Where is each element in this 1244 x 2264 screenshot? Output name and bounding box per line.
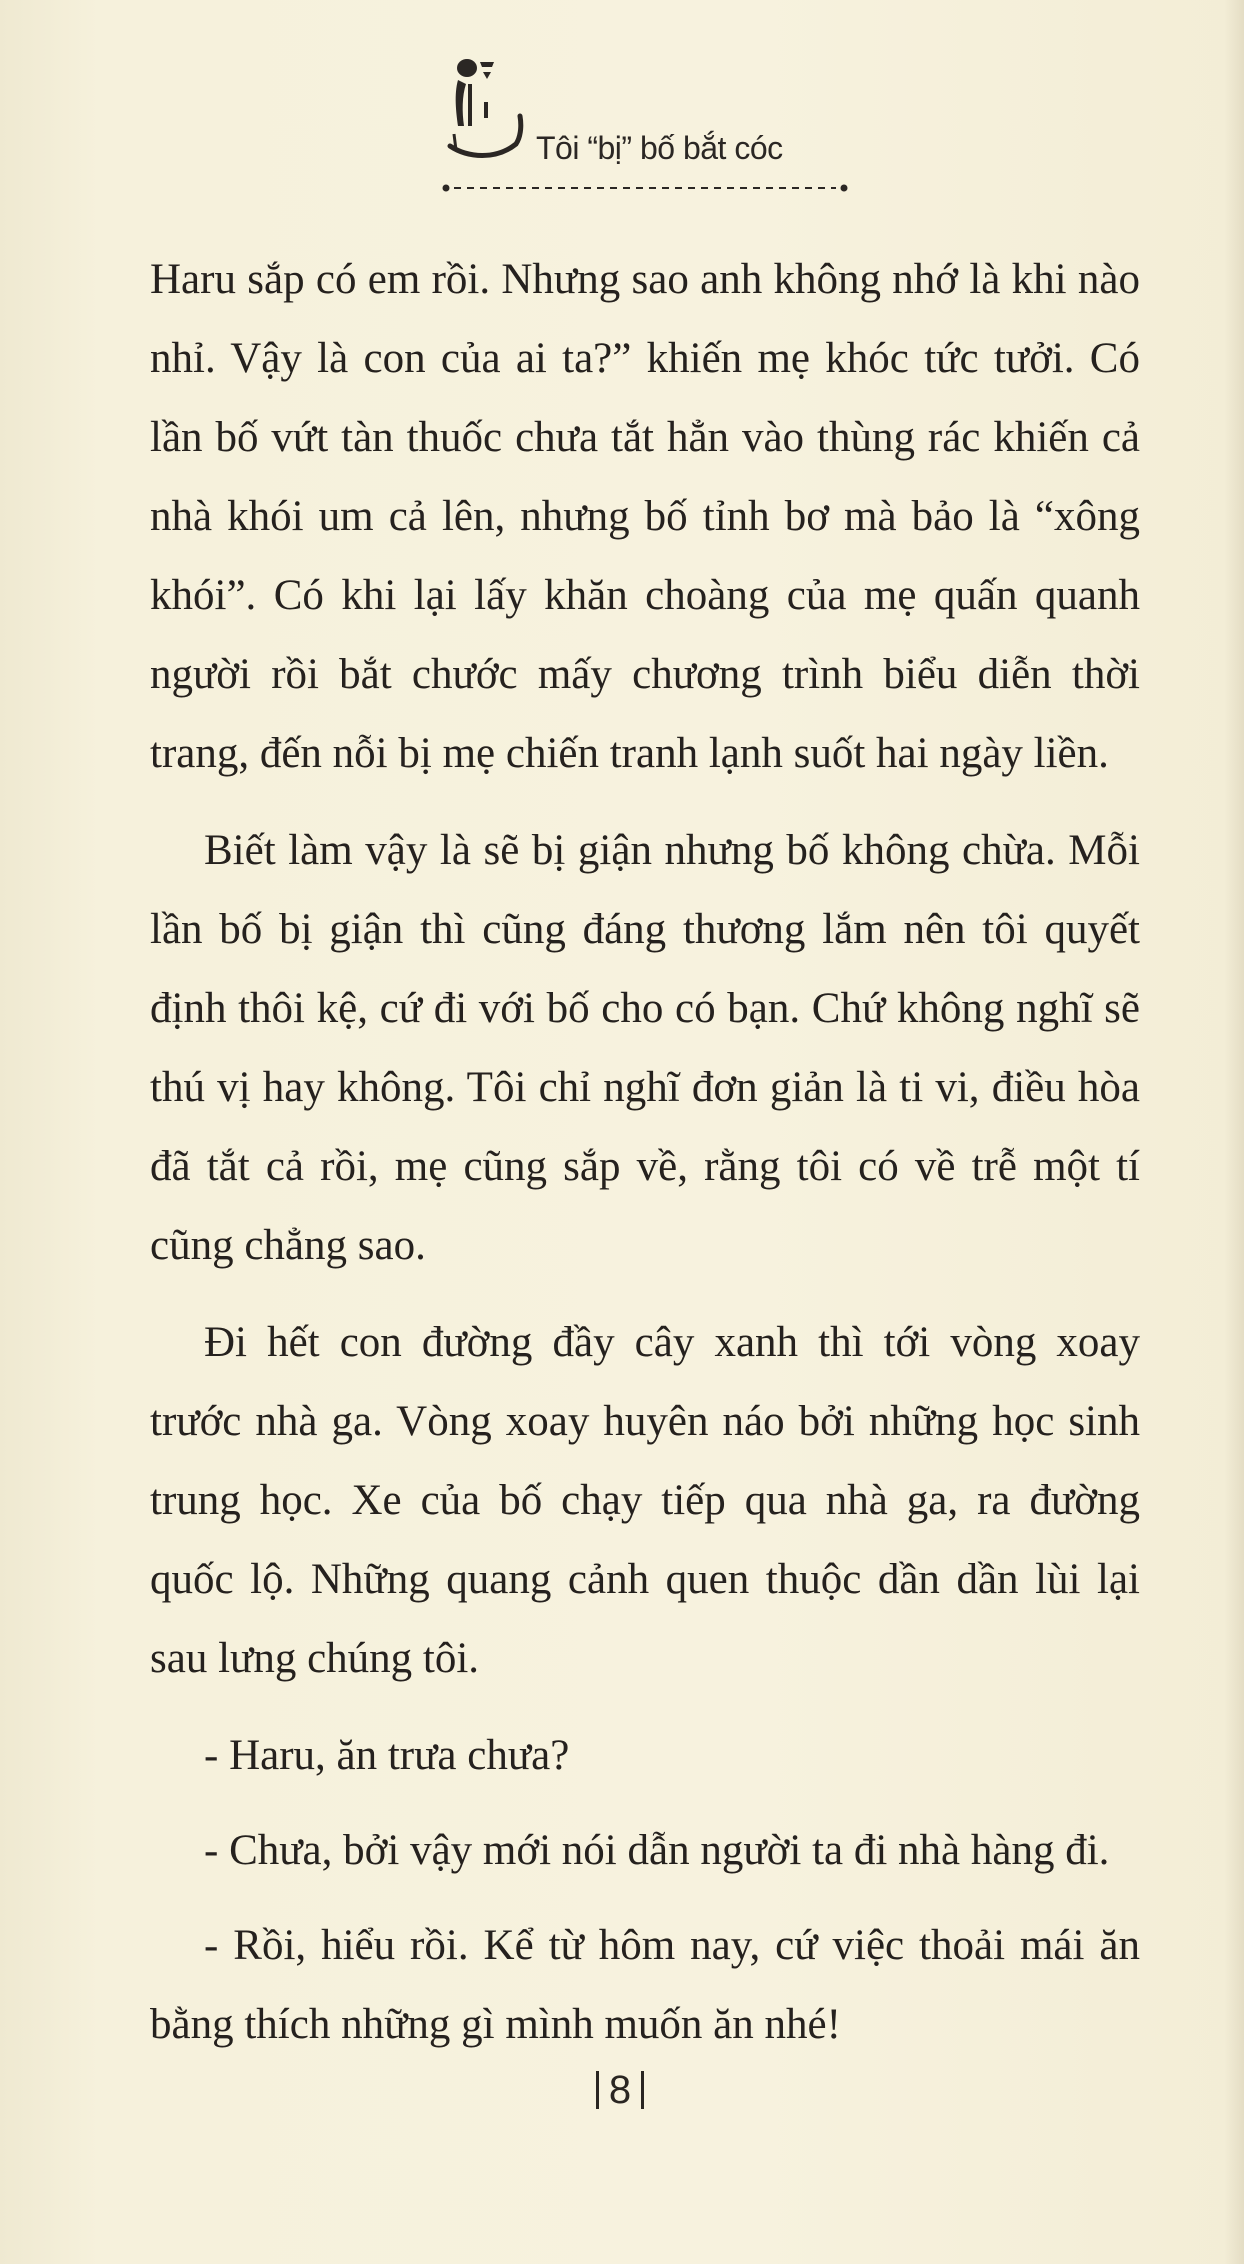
dialogue-line-1: - Haru, ăn trưa chưa? [204, 1732, 570, 1779]
page-number-bar-right [641, 2071, 644, 2109]
body-text [150, 240, 1140, 2080]
page-number-bar-left [596, 2071, 599, 2109]
paragraph-2: Biết làm vậy là sẽ bị giận nhưng bố không chừa. Mỗi lần bố bị giận thì cũng đáng thương lắm nên tôi quyết định thôi kệ, cứ đi với bố cho có bạn. Chứ không nghĩ sẽ thú vị hay không. Tôi chỉ nghĩ đơn giản là ti vi, điều hòa đã tắt cả rồi, mẹ cũng sắp về, rằng tôi có về trễ một tí cũng chẳng sao. [150, 827, 1140, 1269]
running-header-title: Tôi “bị” bố bắt cóc [536, 130, 783, 166]
running-header [436, 52, 856, 202]
header-divider [442, 182, 848, 194]
dialogue-line-2: - Chưa, bởi vậy mới nói dẫn người ta đi nhà hàng đi. [204, 1827, 1110, 1874]
child-with-cup-icon [444, 54, 534, 164]
paragraph-3: Đi hết con đường đầy cây xanh thì tới vòng xoay trước nhà ga. Vòng xoay huyên náo bởi những học sinh trung học. Xe của bố chạy tiếp qua nhà ga, ra đường quốc lộ. Những quang cảnh quen thuộc dần dần lùi lại sau lưng chúng tôi. [150, 1319, 1140, 1682]
page-number [570, 2068, 670, 2113]
dialogue-line-3: - Rồi, hiểu rồi. Kể từ hôm nay, cứ việc thoải mái ăn bằng thích những gì mình muốn ăn nhé! [150, 1922, 1140, 2048]
paragraph-1: Haru sắp có em rồi. Nhưng sao anh không nhớ là khi nào nhỉ. Vậy là con của ai ta?” khiến mẹ khóc tức tưởi. Có lần bố vứt tàn thuốc chưa tắt hẳn vào thùng rác khiến cả nhà khói um cả lên, nhưng bố tỉnh bơ mà bảo là “xông khói”. Có khi lại lấy khăn choàng của mẹ quấn quanh người rồi bắt chước mấy chương trình biểu diễn thời trang, đến nỗi bị mẹ chiến tranh lạnh suốt hai ngày liền. [150, 256, 1140, 777]
page-number-value: 8 [608, 2068, 632, 2112]
